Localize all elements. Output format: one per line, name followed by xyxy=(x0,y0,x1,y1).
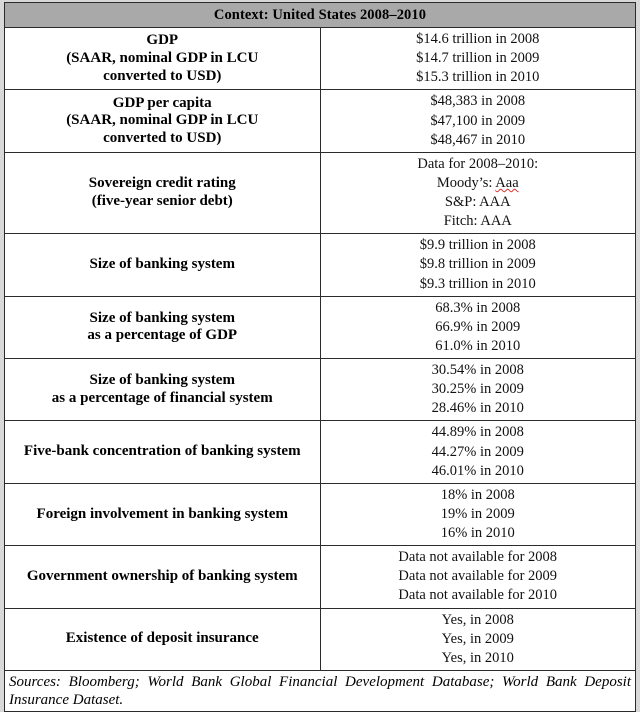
row-label xyxy=(5,608,321,670)
table-row xyxy=(5,152,636,234)
row-label xyxy=(5,234,321,296)
row-label-line: GDP xyxy=(146,32,179,49)
row-label xyxy=(5,421,321,483)
row-value-line: Fitch: AAA xyxy=(443,213,512,230)
row-value xyxy=(320,90,636,152)
row-label-line: Size of banking system xyxy=(89,256,235,273)
row-label-line: Five-bank concentration of banking system xyxy=(23,443,301,460)
row-value-line: $48,383 in 2008 xyxy=(430,93,526,110)
row-label-line: (SAAR, nominal GDP in LCU xyxy=(66,112,259,129)
row-value-line: 30.54% in 2008 xyxy=(431,362,524,378)
row-value-line: 46.01% in 2010 xyxy=(431,462,524,479)
row-value-line: Data for 2008–2010: xyxy=(417,155,539,172)
sources-note: Sources: Bloomberg; World Bank Global Financial Development Database; World Bank Deposit Insurance Dataset. xyxy=(5,670,636,712)
row-label-line: Size of banking system xyxy=(89,309,235,326)
row-value-line: $47,100 in 2009 xyxy=(430,112,526,129)
row-value-line: 16% in 2010 xyxy=(440,525,515,541)
row-label-line: Size of banking system xyxy=(89,372,235,388)
table-row xyxy=(5,421,636,483)
row-label-line: converted to USD) xyxy=(103,129,222,146)
sources-row xyxy=(5,670,636,712)
table-row xyxy=(5,90,636,152)
table-row xyxy=(5,608,636,670)
row-value-line: 19% in 2009 xyxy=(440,505,515,522)
table-row xyxy=(5,483,636,545)
row-value-line: 66.9% in 2009 xyxy=(435,318,521,335)
row-value-line: $15.3 trillion in 2010 xyxy=(416,69,540,86)
row-value xyxy=(320,234,636,296)
row-label-line: Government ownership of banking system xyxy=(26,567,298,584)
row-value-line: Data not available for 2010 xyxy=(398,587,558,604)
row-label xyxy=(5,90,321,152)
spellcheck-underlined-word: Aaa xyxy=(495,174,519,191)
row-label xyxy=(5,546,321,608)
row-value-line: Data not available for 2009 xyxy=(398,568,558,585)
row-value-text: Moody’s: xyxy=(436,174,496,191)
table-footer xyxy=(5,670,636,712)
row-value-line: $9.9 trillion in 2008 xyxy=(419,237,536,254)
table-title: Context: United States 2008–2010 xyxy=(5,3,636,28)
row-label-line: Foreign involvement in banking system xyxy=(36,505,288,522)
context-table xyxy=(4,2,636,712)
row-label xyxy=(5,296,321,358)
row-label xyxy=(5,359,321,421)
row-value-line: S&P: AAA xyxy=(444,194,511,210)
row-value-line: $48,467 in 2010 xyxy=(430,131,526,148)
row-value-line: Yes, in 2010 xyxy=(441,649,514,666)
row-value xyxy=(320,152,636,234)
table-row xyxy=(5,359,636,421)
table-row xyxy=(5,296,636,358)
row-label-line: GDP per capita xyxy=(112,94,212,111)
row-label-line: Existence of deposit insurance xyxy=(65,630,259,647)
row-value xyxy=(320,608,636,670)
row-value xyxy=(320,359,636,421)
row-value-line: Yes, in 2009 xyxy=(441,630,514,647)
table-row xyxy=(5,28,636,90)
row-label xyxy=(5,483,321,545)
row-label xyxy=(5,152,321,234)
row-value-line: $9.8 trillion in 2009 xyxy=(419,256,536,273)
row-label-line: as a percentage of financial system xyxy=(51,389,273,406)
row-value xyxy=(320,296,636,358)
row-value-line: $9.3 trillion in 2010 xyxy=(419,275,536,292)
row-value xyxy=(320,483,636,545)
row-value-line: 61.0% in 2010 xyxy=(435,337,521,354)
row-value xyxy=(320,28,636,90)
row-value-line: Data not available for 2008 xyxy=(398,549,558,566)
row-value-line: 18% in 2008 xyxy=(440,486,515,503)
table-body xyxy=(5,28,636,671)
table-header xyxy=(5,3,636,28)
row-label-line: as a percentage of GDP xyxy=(87,327,238,344)
table-row xyxy=(5,234,636,296)
table-row xyxy=(5,546,636,608)
row-value-line: $14.6 trillion in 2008 xyxy=(416,31,540,47)
row-value-line: 28.46% in 2010 xyxy=(431,400,524,417)
row-value-line: 68.3% in 2008 xyxy=(435,299,521,316)
row-value-line: 44.89% in 2008 xyxy=(431,424,524,441)
row-value-line: $14.7 trillion in 2009 xyxy=(416,50,540,67)
row-label-line: Sovereign credit rating xyxy=(88,175,236,192)
row-label-line: (five-year senior debt) xyxy=(91,193,233,209)
row-label-line: (SAAR, nominal GDP in LCU xyxy=(66,49,259,66)
row-value-line: Yes, in 2008 xyxy=(441,611,514,628)
row-label-line: converted to USD) xyxy=(103,67,222,84)
row-value-line xyxy=(325,174,632,193)
row-value-line: 44.27% in 2009 xyxy=(431,443,524,460)
row-value-line: 30.25% in 2009 xyxy=(431,381,524,398)
row-value xyxy=(320,421,636,483)
table-title-row xyxy=(5,3,636,28)
row-value xyxy=(320,546,636,608)
row-label xyxy=(5,28,321,90)
